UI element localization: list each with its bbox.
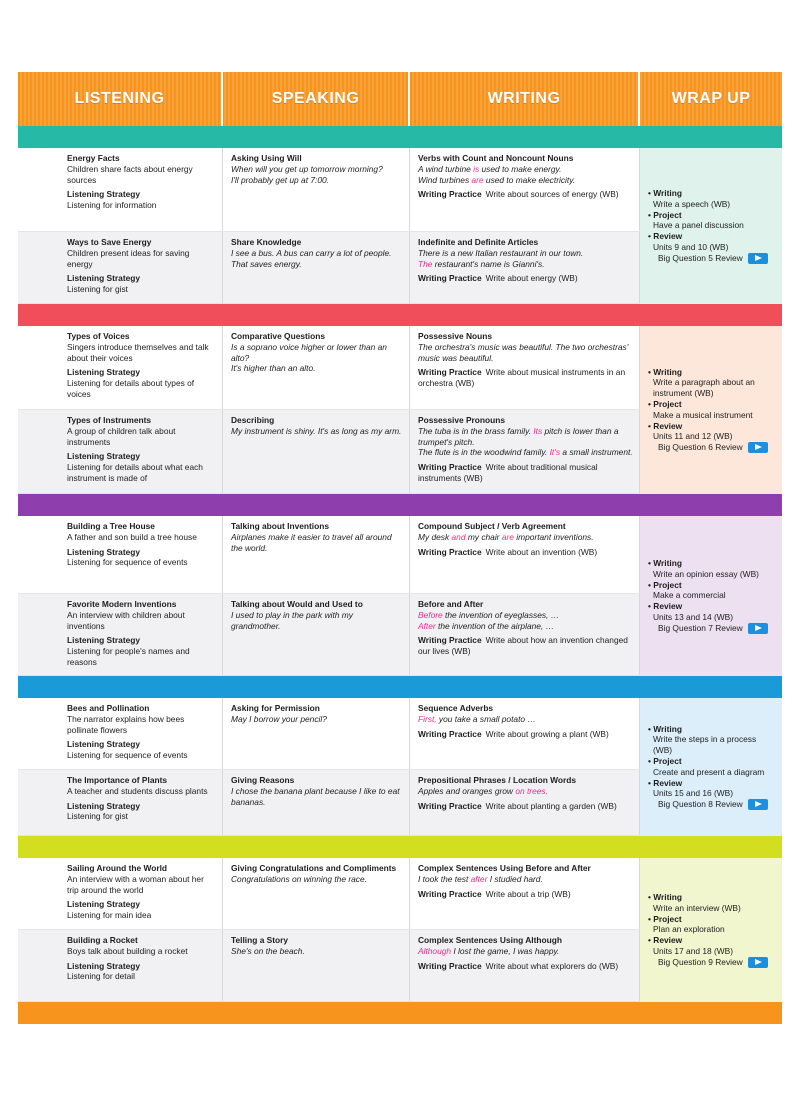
speaking-example: When will you get up tomorrow morning? [231, 163, 383, 174]
big-question-review [648, 623, 776, 634]
strategy-text: Listening for sequence of events [67, 750, 188, 761]
color-band [18, 676, 782, 698]
highlighted-word: First, [418, 713, 437, 724]
grammar-example: First, you take a small potato … [418, 713, 536, 724]
wrap-up-item [648, 601, 776, 623]
lesson-rows [18, 148, 640, 304]
grammar-example: The restaurant's name is Gianni's. [418, 258, 545, 269]
speaking-title: Asking for Permission [231, 703, 320, 713]
strategy-text: Listening for information [67, 200, 157, 211]
writing-practice-label: Writing Practice [418, 888, 482, 899]
speaking-example: Congratulations on winning the race. [231, 873, 367, 884]
listening-cell [18, 858, 223, 929]
highlighted-word: on trees. [515, 785, 548, 796]
wrap-up-text: Units 13 and 14 (WB) [653, 611, 734, 622]
listening-cell [18, 770, 223, 835]
strategy-text: Listening for gist [67, 811, 128, 822]
strategy-text: Listening for main idea [67, 910, 152, 921]
writing-cell [410, 698, 640, 769]
listening-cell [18, 148, 223, 231]
lesson-title: Bees and Pollination [67, 703, 150, 713]
unit-section [18, 516, 782, 676]
speaking-cell [223, 148, 410, 231]
lesson-row [18, 148, 640, 232]
wrap-up-text: Write an interview (WB) [653, 902, 741, 913]
big-question-text: Big Question 6 Review [658, 442, 743, 453]
strategy-text: Listening for detail [67, 971, 135, 982]
lesson-row [18, 698, 640, 770]
lesson-row [18, 594, 640, 676]
wrap-up-label: • Review [648, 601, 776, 612]
writing-practice-text: Write about energy (WB) [485, 273, 578, 284]
grammar-title: Complex Sentences Using Although [418, 935, 562, 945]
writing-practice [418, 273, 633, 284]
writing-practice-text: Write about how an invention changed our lives (WB) [418, 635, 628, 657]
lesson-description: An interview with children about inventions [67, 609, 185, 631]
wrap-up-item [648, 421, 776, 443]
color-band [18, 1002, 782, 1024]
strategy-label: Listening Strategy [67, 635, 141, 646]
wrap-up-item [648, 756, 776, 778]
wrap-up-cell [640, 698, 782, 836]
listening-cell [18, 930, 223, 1001]
header-speaking: SPEAKING [223, 72, 410, 126]
writing-practice-text: Write about a trip (WB) [485, 888, 571, 899]
highlighted-word: It's [549, 447, 561, 458]
lesson-row [18, 326, 640, 410]
wrap-up-cell [640, 326, 782, 494]
play-video-icon[interactable] [748, 253, 768, 264]
writing-practice-label: Writing Practice [418, 273, 482, 284]
highlighted-word: and [451, 531, 466, 542]
grammar-title: Possessive Pronouns [418, 415, 506, 425]
speaking-cell [223, 410, 410, 493]
wrap-up-label: • Writing [648, 367, 776, 378]
writing-practice [418, 889, 633, 900]
wrap-up-cell [640, 148, 782, 304]
writing-practice [418, 635, 633, 657]
wrap-up-item [648, 210, 776, 232]
wrap-up-label: • Review [648, 935, 776, 946]
lesson-description: Boys talk about building a rocket [67, 945, 188, 956]
header-writing: WRITING [410, 72, 640, 126]
lesson-description: Children share facts about energy sources [67, 163, 193, 185]
speaking-title: Talking about Inventions [231, 521, 330, 531]
lesson-description: Children present ideas for saving energy [67, 247, 190, 269]
strategy-label: Listening Strategy [67, 546, 141, 557]
lesson-description: The narrator explains how bees pollinate flowers [67, 713, 185, 735]
writing-practice-text: Write about musical instruments in an orchestra (WB) [418, 367, 626, 389]
lesson-rows [18, 858, 640, 1002]
writing-practice-label: Writing Practice [418, 960, 482, 971]
wrap-up-item [648, 399, 776, 421]
wrap-up-label: • Review [648, 421, 776, 432]
grammar-example: Wind turbines are used to make electricity. [418, 174, 576, 185]
wrap-up-item [648, 914, 776, 936]
strategy-text: Listening for details about what each instrument is made of [67, 462, 203, 483]
speaking-cell [223, 930, 410, 1001]
writing-practice [418, 729, 633, 740]
grammar-title: Prepositional Phrases / Location Words [418, 775, 577, 785]
wrap-up-label: • Project [648, 580, 776, 591]
wrap-up-text: Units 17 and 18 (WB) [653, 945, 734, 956]
writing-practice-text: Write about traditional musical instruments (WB) [418, 462, 598, 483]
strategy-text: Listening for people's names and reasons [67, 646, 190, 667]
speaking-title: Asking Using Will [231, 153, 302, 163]
speaking-example: I used to play in the park with my grandmother. [231, 609, 353, 631]
lesson-row [18, 770, 640, 836]
writing-cell [410, 858, 640, 929]
table-body [18, 126, 782, 1024]
lesson-title: Favorite Modern Inventions [67, 599, 177, 609]
writing-practice [418, 547, 633, 558]
lesson-row [18, 858, 640, 930]
grammar-example: There is a new Italian restaurant in our town. [418, 247, 584, 258]
wrap-up-label: • Review [648, 231, 776, 242]
writing-practice [418, 961, 633, 972]
speaking-example: I see a bus. A bus can carry a lot of people. [231, 247, 392, 258]
lesson-row [18, 232, 640, 304]
grammar-example: I took the test after I studied hard. [418, 873, 543, 884]
big-question-review [648, 442, 776, 453]
writing-practice-text: Write about sources of energy (WB) [485, 189, 619, 200]
highlighted-word: Although [418, 945, 452, 956]
speaking-title: Share Knowledge [231, 237, 302, 247]
writing-practice-label: Writing Practice [418, 800, 482, 811]
speaking-cell [223, 326, 410, 409]
lesson-title: Energy Facts [67, 153, 120, 163]
writing-practice [418, 462, 633, 484]
lesson-description: A group of children talk about instruments [67, 425, 176, 447]
wrap-up-label: • Writing [648, 892, 776, 903]
writing-cell [410, 232, 640, 303]
unit-section [18, 858, 782, 1002]
speaking-example: Is a soprano voice higher or lower than an alto? [231, 341, 387, 363]
wrap-up-item [648, 558, 776, 580]
strategy-label: Listening Strategy [67, 451, 141, 462]
lesson-title: Building a Tree House [67, 521, 155, 531]
highlighted-word: Its [533, 425, 543, 436]
wrap-up-label: • Project [648, 210, 776, 221]
big-question-review [648, 957, 776, 968]
writing-practice [418, 801, 633, 812]
speaking-example: My instrument is shiny. It's as long as my arm. [231, 425, 402, 436]
grammar-example: Although I lost the game, I was happy. [418, 945, 560, 956]
wrap-up-label: • Project [648, 756, 776, 767]
wrap-up-item [648, 724, 776, 756]
play-video-icon[interactable] [748, 623, 768, 634]
lesson-rows [18, 326, 640, 494]
big-question-review [648, 253, 776, 264]
wrap-up-item [648, 231, 776, 253]
highlighted-word: after [470, 873, 488, 884]
writing-practice-text: Write about an invention (WB) [485, 546, 598, 557]
lesson-description: Singers introduce themselves and talk about their voices [67, 341, 209, 363]
listening-cell [18, 410, 223, 493]
lesson-row [18, 410, 640, 494]
listening-cell [18, 232, 223, 303]
strategy-label: Listening Strategy [67, 739, 141, 750]
grammar-title: Before and After [418, 599, 484, 609]
strategy-label: Listening Strategy [67, 800, 141, 811]
wrap-up-text: Plan an exploration [653, 924, 725, 935]
wrap-up-item [648, 935, 776, 957]
writing-practice-text: Write about growing a plant (WB) [485, 728, 609, 739]
speaking-title: Comparative Questions [231, 331, 326, 341]
writing-cell [410, 930, 640, 1001]
unit-section [18, 148, 782, 304]
color-band [18, 304, 782, 326]
writing-practice-label: Writing Practice [418, 728, 482, 739]
highlighted-word: is [473, 163, 480, 174]
wrap-up-text: Write the steps in a process (WB) [653, 734, 757, 756]
big-question-text: Big Question 5 Review [658, 252, 743, 263]
wrap-up-text: Make a musical instrument [653, 409, 753, 420]
grammar-example: Before the invention of eyeglasses, … [418, 609, 560, 620]
speaking-title: Describing [231, 415, 275, 425]
writing-cell [410, 148, 640, 231]
wrap-up-text: Units 9 and 10 (WB) [653, 241, 729, 252]
grammar-example: The flute is in the woodwind family. It's a small instrument. [418, 447, 633, 458]
strategy-text: Listening for sequence of events [67, 557, 188, 568]
speaking-title: Telling a Story [231, 935, 289, 945]
writing-practice-label: Writing Practice [418, 189, 482, 200]
grammar-title: Sequence Adverbs [418, 703, 494, 713]
speaking-example: I chose the banana plant because I like to eat bananas. [231, 785, 400, 807]
strategy-label: Listening Strategy [67, 899, 141, 910]
grammar-title: Verbs with Count and Noncount Nouns [418, 153, 574, 163]
speaking-example: I'll probably get up at 7:00. [231, 174, 329, 185]
writing-cell [410, 326, 640, 409]
wrap-up-text: Write a paragraph about an instrument (WB) [653, 377, 755, 399]
big-question-text: Big Question 8 Review [658, 799, 743, 810]
wrap-up-text: Make a commercial [653, 590, 726, 601]
table-header [18, 72, 782, 126]
strategy-label: Listening Strategy [67, 960, 141, 971]
writing-practice [418, 189, 633, 200]
play-video-icon[interactable] [748, 442, 768, 453]
big-question-review [648, 799, 776, 810]
wrap-up-item [648, 892, 776, 914]
color-band [18, 126, 782, 148]
lesson-title: Building a Rocket [67, 935, 138, 945]
lesson-title: Ways to Save Energy [67, 237, 152, 247]
lesson-row [18, 516, 640, 594]
writing-practice-label: Writing Practice [418, 462, 482, 473]
wrap-up-item [648, 580, 776, 602]
speaking-cell [223, 516, 410, 593]
speaking-title: Talking about Would and Used to [231, 599, 363, 609]
wrap-up-cell [640, 516, 782, 676]
play-video-icon[interactable] [748, 799, 768, 810]
speaking-cell [223, 698, 410, 769]
lesson-title: The Importance of Plants [67, 775, 168, 785]
lesson-description: An interview with a woman about her trip around the world [67, 873, 204, 895]
writing-cell [410, 516, 640, 593]
writing-practice-text: Write about what explorers do (WB) [485, 960, 619, 971]
wrap-up-text: Have a panel discussion [653, 220, 744, 231]
writing-practice [418, 367, 633, 389]
unit-section [18, 698, 782, 836]
scope-and-sequence-table [18, 72, 782, 1024]
unit-section [18, 326, 782, 494]
grammar-title: Compound Subject / Verb Agreement [418, 521, 566, 531]
listening-cell [18, 326, 223, 409]
big-question-text: Big Question 9 Review [658, 956, 743, 967]
header-listening: LISTENING [18, 72, 223, 126]
wrap-up-item [648, 188, 776, 210]
speaking-cell [223, 858, 410, 929]
wrap-up-item [648, 778, 776, 800]
speaking-cell [223, 232, 410, 303]
listening-cell [18, 516, 223, 593]
lesson-description: A father and son build a tree house [67, 531, 197, 542]
speaking-title: Giving Congratulations and Compliments [231, 863, 397, 873]
wrap-up-label: • Writing [648, 558, 776, 569]
lesson-title: Types of Instruments [67, 415, 152, 425]
wrap-up-label: • Project [648, 914, 776, 925]
lesson-rows [18, 698, 640, 836]
lesson-title: Types of Voices [67, 331, 130, 341]
strategy-text: Listening for gist [67, 284, 128, 295]
wrap-up-text: Units 11 and 12 (WB) [653, 431, 733, 442]
writing-cell [410, 594, 640, 675]
grammar-example: A wind turbine is used to make energy. [418, 163, 562, 174]
play-video-icon[interactable] [748, 957, 768, 968]
speaking-example: That saves energy. [231, 258, 302, 269]
speaking-example: It's higher than an alto. [231, 363, 316, 374]
highlighted-word: are [501, 531, 514, 542]
speaking-example: She's on the beach. [231, 945, 305, 956]
speaking-title: Giving Reasons [231, 775, 295, 785]
lesson-description: A teacher and students discuss plants [67, 785, 208, 796]
wrap-up-label: • Writing [648, 724, 776, 735]
listening-cell [18, 594, 223, 675]
writing-practice-label: Writing Practice [418, 546, 482, 557]
header-wrap-up: WRAP UP [671, 90, 751, 107]
writing-cell [410, 770, 640, 835]
speaking-cell [223, 770, 410, 835]
color-band [18, 836, 782, 858]
listening-cell [18, 698, 223, 769]
wrap-up-text: Write an opinion essay (WB) [653, 568, 759, 579]
writing-practice-label: Writing Practice [418, 367, 482, 378]
wrap-up-text: Units 15 and 16 (WB) [653, 788, 734, 799]
highlighted-word: The [418, 258, 433, 269]
highlighted-word: After [418, 620, 436, 631]
wrap-up-label: • Project [648, 399, 776, 410]
speaking-example: Airplanes make it easier to travel all around the world. [231, 531, 392, 553]
grammar-example: After the invention of the airplane, … [418, 620, 554, 631]
grammar-example: The orchestra's music was beautiful. The two orchestras' music was beautiful. [418, 341, 629, 363]
strategy-label: Listening Strategy [67, 273, 141, 284]
grammar-example: My desk and my chair are important inventions. [418, 531, 594, 542]
big-question-text: Big Question 7 Review [658, 622, 743, 633]
lesson-rows [18, 516, 640, 676]
speaking-example: May I borrow your pencil? [231, 713, 327, 724]
grammar-example: Apples and oranges grow on trees. [418, 785, 548, 796]
lesson-row [18, 930, 640, 1002]
color-band [18, 494, 782, 516]
wrap-up-label: • Review [648, 778, 776, 789]
wrap-up-item [648, 367, 776, 399]
strategy-text: Listening for details about types of voices [67, 378, 195, 399]
writing-practice-label: Writing Practice [418, 635, 482, 646]
grammar-title: Complex Sentences Using Before and After [418, 863, 591, 873]
grammar-example: The tuba is in the brass family. Its pitch is lower than a trumpet's pitch. [418, 425, 619, 447]
writing-practice-text: Write about planting a garden (WB) [485, 800, 617, 811]
strategy-label: Listening Strategy [67, 367, 141, 378]
strategy-label: Listening Strategy [67, 189, 141, 200]
wrap-up-cell [640, 858, 782, 1002]
grammar-title: Indefinite and Definite Articles [418, 237, 539, 247]
highlighted-word: Before [418, 609, 443, 620]
wrap-up-label: • Writing [648, 188, 776, 199]
speaking-cell [223, 594, 410, 675]
lesson-title: Sailing Around the World [67, 863, 168, 873]
writing-cell [410, 410, 640, 493]
wrap-up-text: Create and present a diagram [653, 766, 765, 777]
wrap-up-text: Write a speech (WB) [653, 198, 731, 209]
grammar-title: Possessive Nouns [418, 331, 493, 341]
highlighted-word: are [471, 174, 484, 185]
